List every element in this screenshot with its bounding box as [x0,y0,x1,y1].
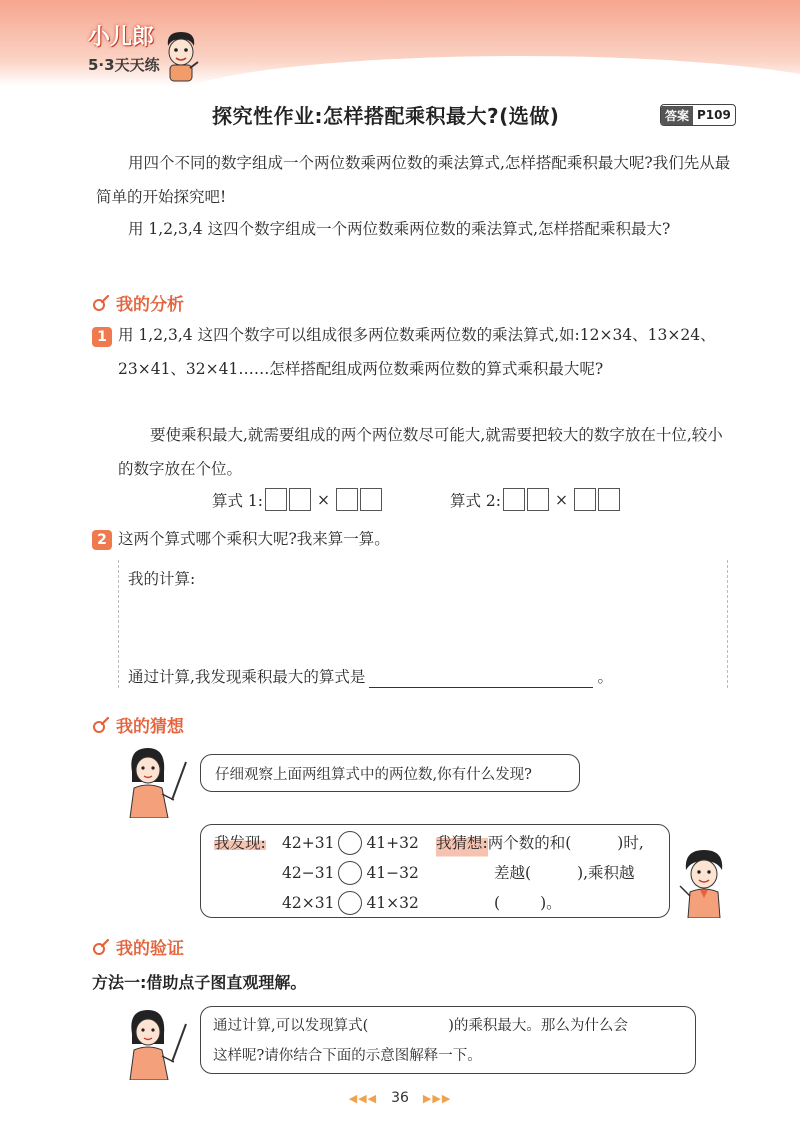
method-1-title: 方法一:借助点子图直观理解。 [92,973,307,992]
verify-text: )的乘积最大。那么为什么会 [448,1018,628,1034]
page-footer [0,1090,800,1106]
boy-mascot-icon [160,28,202,82]
guess-blank[interactable] [500,886,540,920]
found-label [214,826,266,860]
compare-row-3 [282,886,419,920]
step-2-text: 这两个算式哪个乘积大呢?我来算一算。 [118,530,390,548]
multiply-sign: × [555,490,569,509]
my-calc-label: 我的计算: [128,570,196,588]
step-2-badge: 2 [92,530,112,550]
page-title: 探究性作业:怎样搭配乘积最大?(选做) [212,104,560,128]
formula-1 [212,488,382,511]
guess-heading-text: 我的猜想 [116,717,184,737]
compare-right: 41×32 [366,894,419,912]
teacher-with-pointer-icon [124,742,190,818]
intro-paragraph-2: 用 1,2,3,4 这四个数字组成一个两位数乘两位数的乘法算式,怎样搭配乘积最大? [128,220,671,238]
guess-text: )时, [617,834,644,852]
pencil-swirl-icon [92,294,110,312]
answer-label: 答案 [661,106,693,125]
analysis-heading [92,290,184,315]
guess-line-3 [494,886,562,920]
guess-line-2 [494,856,635,890]
conclusion-end: 。 [597,668,613,686]
guess-heading [92,712,184,737]
guess-text: 差越( [494,864,532,882]
compare-circle[interactable] [338,861,362,885]
verify-text: 通过计算,可以发现算式( [213,1018,369,1034]
guess-blank[interactable] [571,826,617,860]
compare-left: 42×31 [282,894,335,912]
left-arrows-icon: ◀◀◀ [348,1091,378,1105]
conclusion-blank[interactable] [369,663,593,688]
boy-student-icon [676,846,732,918]
formula-1-label: 算式 1: [212,491,264,510]
verify-bubble-line-2: 这样呢?请你结合下面的示意图解释一下。 [213,1048,482,1064]
step-1-badge: 1 [92,327,112,347]
compare-circle[interactable] [338,891,362,915]
teacher-question: 仔细观察上面两组算式中的两位数,你有什么发现? [215,767,532,783]
right-arrows-icon: ▶▶▶ [422,1091,452,1105]
logo-subtitle: 5·3天天练 [88,56,160,74]
formula-2-digit-box[interactable] [598,488,620,511]
guess-text: )。 [540,894,562,912]
verify-heading-text: 我的验证 [116,939,184,959]
guess-text: 两个数的和( [487,834,572,852]
found-label-text: 我发现: [214,834,266,852]
pencil-swirl-icon [92,938,110,956]
formula-2-digit-box[interactable] [574,488,596,511]
step-1-hint: 要使乘积最大,就需要组成的两个两位数尽可能大,就需要把较大的数字放在十位,较小的数字放在个位。 [118,426,723,478]
compare-right: 41+32 [366,834,419,852]
formula-2 [450,488,620,511]
compare-right: 41−32 [366,864,419,882]
compare-left: 42−31 [282,864,335,882]
guess-line-1 [436,826,644,860]
formula-1-digit-box[interactable] [336,488,358,511]
guess-text: ),乘积越 [577,864,635,882]
guess-blank[interactable] [531,856,577,890]
step-1-text: 用 1,2,3,4 这四个数字可以组成很多两位数乘两位数的乘法算式,如:12×34、13×24、23×41、32×41……怎样搭配组成两位数乘两位数的算式乘积最大呢? [118,326,716,378]
guess-label: 我猜想: [436,826,488,860]
teacher-speech-bubble [200,754,580,792]
formula-2-label: 算式 2: [450,491,502,510]
analysis-heading-text: 我的分析 [116,295,184,315]
compare-left: 42+31 [282,834,335,852]
compare-row-1 [282,826,419,860]
formula-2-digit-box[interactable] [527,488,549,511]
verify-bubble-line-1 [213,1011,683,1041]
verify-blank[interactable] [368,1011,448,1041]
teacher-with-pointer-icon [124,1004,190,1080]
intro-paragraph-1: 用四个不同的数字组成一个两位数乘两位数的乘法算式,怎样搭配乘积最大呢?我们先从最简单的开始探究吧! [96,154,731,206]
verify-speech-bubble [200,1006,696,1074]
answer-page: P109 [697,108,731,122]
multiply-sign: × [317,490,331,509]
conclusion-text: 通过计算,我发现乘积最大的算式是 [128,668,366,686]
pencil-swirl-icon [92,716,110,734]
compare-row-2 [282,856,419,890]
formula-2-digit-box[interactable] [503,488,525,511]
answer-reference [660,104,736,126]
compare-circle[interactable] [338,831,362,855]
formula-1-digit-box[interactable] [360,488,382,511]
guess-text: ( [494,894,501,912]
formula-1-digit-box[interactable] [265,488,287,511]
logo-title: 小儿郎 [88,25,155,50]
verify-heading [92,934,184,959]
conclusion-line [128,660,613,694]
formula-1-digit-box[interactable] [289,488,311,511]
page-number: 36 [391,1090,409,1106]
